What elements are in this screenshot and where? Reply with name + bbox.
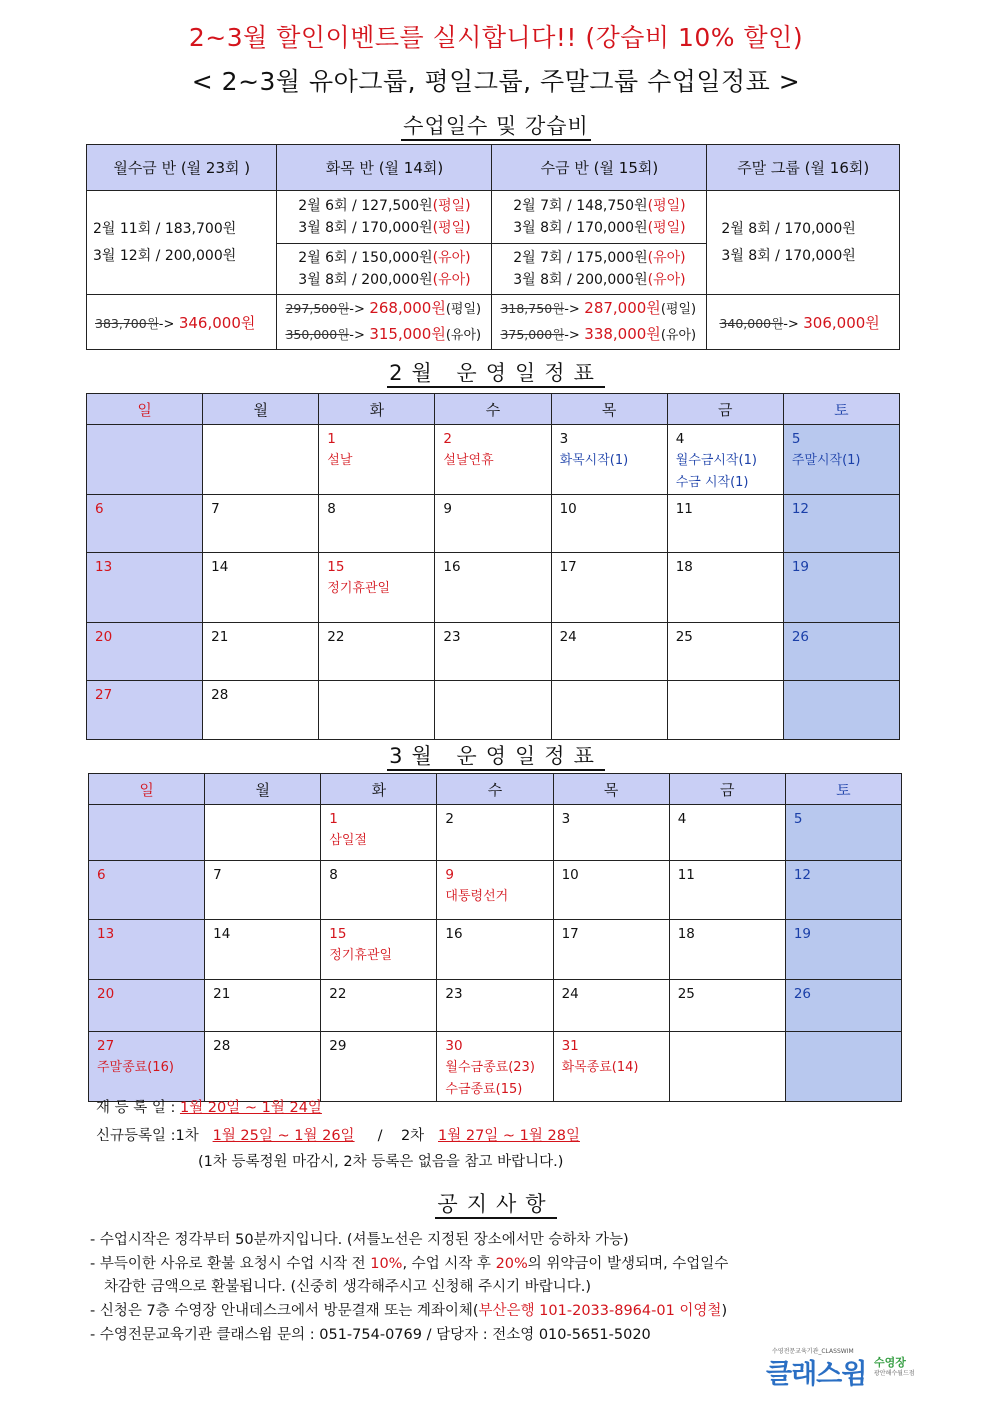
calendar-week <box>89 980 902 1032</box>
day-number: 16 <box>445 926 463 942</box>
day-number: 2 <box>443 431 453 447</box>
day-note: 화목시작(1) <box>559 453 629 468</box>
day-note: 수금 시작(1) <box>675 475 749 490</box>
day-number: 1 <box>329 811 338 827</box>
col-mwf: 월수금 반 (월 23회 ) <box>87 145 277 191</box>
day-number: 30 <box>445 1038 463 1054</box>
calendar-day <box>435 495 551 553</box>
day-note: 월수금시작(1) <box>675 453 757 468</box>
day-note: 정기휴관일 <box>327 581 391 596</box>
calendar-day <box>783 623 899 681</box>
day-number: 10 <box>561 867 579 883</box>
calendar-day <box>437 1032 553 1102</box>
calendar-week <box>87 553 900 623</box>
calendar-day <box>319 425 435 495</box>
weekday-header: 월 <box>205 774 321 805</box>
weekend-discount: 340,000원-> 306,000원 <box>707 295 900 350</box>
mar-heading: 3월 운영일정표 <box>0 740 992 770</box>
day-number: 26 <box>791 629 810 645</box>
day-number: 25 <box>677 986 695 1002</box>
calendar-day <box>669 805 785 861</box>
calendar-day <box>785 805 901 861</box>
new-registration: 신규등록일 :1차 1월 25일 ~ 1월 26일 / 2차 1월 27일 ~ 1월 28일 <box>96 1128 580 1144</box>
day-number: 10 <box>559 501 577 517</box>
day-number: 11 <box>677 867 695 883</box>
calendar-day <box>783 681 899 740</box>
calendar-week <box>89 805 902 861</box>
calendar-day <box>553 861 669 920</box>
calendar-day <box>667 623 783 681</box>
calendar-day <box>437 861 553 920</box>
day-number: 11 <box>675 501 693 517</box>
col-wf: 수금 반 (월 15회) <box>492 145 707 191</box>
calendar-week <box>87 623 900 681</box>
day-number: 2 <box>445 811 455 827</box>
day-number: 27 <box>95 687 113 703</box>
classwim-logo: 수영전문교육기관_CLASSWIM 클래스윔 수영장 광안해수월드점 <box>766 1348 915 1390</box>
calendar-day <box>785 1032 901 1102</box>
fee-heading: 수업일수 및 강습비 <box>0 110 992 140</box>
calendar-day <box>205 980 321 1032</box>
day-number: 12 <box>793 867 812 883</box>
calendar-day <box>321 980 437 1032</box>
day-number: 28 <box>213 1038 231 1054</box>
calendar-day <box>321 920 437 980</box>
day-number: 9 <box>445 867 455 883</box>
calendar-day <box>89 861 205 920</box>
mar-calendar <box>88 773 902 1102</box>
weekday-header: 목 <box>551 394 667 425</box>
notice-line-5: - 수영전문교육기관 클래스윔 문의 : 051-754-0769 / 담당자 : 전소영 010-5651-5020 <box>90 1327 651 1343</box>
fee-table <box>86 144 900 350</box>
calendar-week <box>87 681 900 740</box>
day-number: 25 <box>675 629 693 645</box>
calendar-day <box>435 623 551 681</box>
day-number: 1 <box>327 431 336 447</box>
day-number: 29 <box>329 1038 347 1054</box>
day-number: 28 <box>211 687 229 703</box>
day-note: 설날연휴 <box>443 453 494 468</box>
calendar-day <box>205 805 321 861</box>
calendar-day <box>203 425 319 495</box>
calendar-day <box>553 1032 669 1102</box>
day-number: 18 <box>677 926 695 942</box>
day-note: 화목종료(14) <box>561 1060 639 1075</box>
calendar-week <box>89 920 902 980</box>
day-number: 4 <box>677 811 687 827</box>
calendar-day <box>205 861 321 920</box>
wf-weekday-fees: 2월 7회 / 148,750원(평일) 3월 8회 / 170,000원(평일) <box>492 191 707 244</box>
calendar-day <box>87 681 203 740</box>
day-number: 3 <box>561 811 571 827</box>
day-number: 3 <box>559 431 569 447</box>
day-number: 21 <box>211 629 229 645</box>
tt-kids-fees: 2월 6회 / 150,000원(유아) 3월 8회 / 200,000원(유아) <box>277 244 492 295</box>
day-number: 18 <box>675 559 693 575</box>
col-weekend: 주말 그룹 (월 16회) <box>707 145 900 191</box>
calendar-day <box>89 920 205 980</box>
calendar-day <box>87 553 203 623</box>
weekday-header: 수 <box>437 774 553 805</box>
day-number: 24 <box>559 629 577 645</box>
calendar-day <box>551 623 667 681</box>
calendar-day <box>203 495 319 553</box>
calendar-day <box>667 553 783 623</box>
notice-line-4: - 신청은 7층 수영장 안내데스크에서 방문결재 또는 계좌이체(부산은행 101-2033-8964-01 이영철) <box>90 1303 728 1319</box>
day-note: 삼일절 <box>329 833 367 848</box>
calendar-day <box>321 805 437 861</box>
calendar-day <box>785 980 901 1032</box>
feb-calendar <box>86 393 900 740</box>
schedule-title: < 2~3월 유아그룹, 평일그룹, 주말그룹 수업일정표 > <box>191 67 801 96</box>
calendar-week <box>87 425 900 495</box>
day-number: 5 <box>791 431 801 447</box>
weekday-header: 월 <box>203 394 319 425</box>
day-number: 19 <box>793 926 812 942</box>
day-number: 6 <box>95 501 104 517</box>
calendar-day <box>321 1032 437 1102</box>
day-number: 9 <box>443 501 453 517</box>
weekday-header: 금 <box>669 774 785 805</box>
day-number: 22 <box>327 629 345 645</box>
day-note: 월수금종료(23) <box>445 1060 535 1075</box>
day-number: 6 <box>97 867 106 883</box>
day-number: 14 <box>211 559 229 575</box>
col-tt: 화목 반 (월 14회) <box>277 145 492 191</box>
calendar-day <box>551 425 667 495</box>
calendar-day <box>203 681 319 740</box>
notice-heading: 공지사항 <box>0 1188 992 1218</box>
day-note: 설날 <box>327 453 353 468</box>
day-note: 수금종료(15) <box>445 1082 523 1097</box>
calendar-day <box>89 1032 205 1102</box>
weekday-header: 수 <box>435 394 551 425</box>
feb-heading: 2월 운영일정표 <box>0 357 992 387</box>
day-number: 14 <box>213 926 231 942</box>
calendar-day <box>87 623 203 681</box>
day-note: 정기휴관일 <box>329 948 393 963</box>
day-number: 26 <box>793 986 812 1002</box>
day-number: 23 <box>443 629 461 645</box>
calendar-week <box>89 1032 902 1102</box>
day-number: 4 <box>675 431 685 447</box>
day-note: 주말종료(16) <box>97 1060 174 1075</box>
calendar-week <box>87 495 900 553</box>
event-title: 2~3월 할인이벤트를 실시합니다!! (강습비 10% 할인) <box>188 23 804 52</box>
calendar-day <box>783 425 899 495</box>
mwf-discount: 383,700원-> 346,000원 <box>87 295 277 350</box>
calendar-day <box>319 495 435 553</box>
day-number: 21 <box>213 986 231 1002</box>
calendar-day <box>205 1032 321 1102</box>
calendar-day <box>783 495 899 553</box>
weekday-header: 화 <box>319 394 435 425</box>
calendar-day <box>319 553 435 623</box>
calendar-day <box>669 861 785 920</box>
day-number: 13 <box>97 926 115 942</box>
calendar-day <box>553 805 669 861</box>
notice-line-2: - 부득이한 사유로 환불 요청시 수업 시작 전 10%, 수업 시작 후 20%의 위약금이 발생되며, 수업일수 <box>90 1256 729 1272</box>
calendar-day <box>321 861 437 920</box>
weekday-header: 금 <box>667 394 783 425</box>
calendar-day <box>89 805 205 861</box>
day-number: 8 <box>327 501 336 517</box>
day-number: 12 <box>791 501 810 517</box>
day-number: 20 <box>95 629 113 645</box>
day-number: 20 <box>97 986 115 1002</box>
registration-note: (1차 등록정원 마감시, 2차 등록은 없음을 참고 바랍니다.) <box>198 1154 564 1170</box>
day-note: 대통령선거 <box>445 889 509 904</box>
wf-kids-fees: 2월 7회 / 175,000원(유아) 3월 8회 / 200,000원(유아) <box>492 244 707 295</box>
calendar-day <box>551 681 667 740</box>
calendar-day <box>319 681 435 740</box>
calendar-day <box>435 553 551 623</box>
calendar-day <box>437 980 553 1032</box>
calendar-day <box>553 920 669 980</box>
day-number: 31 <box>561 1038 579 1054</box>
mwf-fees: 2월 11회 / 183,700원 3월 12회 / 200,000원 <box>87 191 277 295</box>
day-number: 17 <box>559 559 577 575</box>
tt-weekday-fees: 2월 6회 / 127,500원(평일) 3월 8회 / 170,000원(평일) <box>277 191 492 244</box>
day-number: 13 <box>95 559 113 575</box>
calendar-day <box>437 805 553 861</box>
weekday-header: 토 <box>785 774 901 805</box>
calendar-day <box>667 681 783 740</box>
day-number: 24 <box>561 986 579 1002</box>
day-note: 주말시작(1) <box>791 453 861 468</box>
calendar-day <box>87 495 203 553</box>
calendar-day <box>785 861 901 920</box>
day-number: 7 <box>211 501 220 517</box>
day-number: 15 <box>329 926 347 942</box>
calendar-day <box>669 980 785 1032</box>
tt-discount: 297,500원-> 268,000원(평일) 350,000원-> 315,000원(유아) <box>277 295 492 350</box>
calendar-day <box>783 553 899 623</box>
calendar-day <box>203 553 319 623</box>
weekday-header: 토 <box>783 394 899 425</box>
calendar-day <box>551 495 667 553</box>
notice-line-1: - 수업시작은 정각부터 50분까지입니다. (셔틀노선은 지정된 장소에서만 승하차 가능) <box>90 1232 629 1248</box>
calendar-day <box>87 425 203 495</box>
calendar-day <box>435 681 551 740</box>
re-registration: 재 등 록 일 : 1월 20일 ~ 1월 24일 <box>96 1100 322 1116</box>
day-number: 5 <box>793 811 803 827</box>
calendar-day <box>553 980 669 1032</box>
day-number: 17 <box>561 926 579 942</box>
calendar-day <box>551 553 667 623</box>
calendar-day <box>205 920 321 980</box>
weekday-header: 화 <box>321 774 437 805</box>
wf-discount: 318,750원-> 287,000원(평일) 375,000원-> 338,000원(유아) <box>492 295 707 350</box>
weekday-header: 일 <box>89 774 205 805</box>
day-number: 22 <box>329 986 347 1002</box>
day-number: 15 <box>327 559 345 575</box>
calendar-week <box>89 861 902 920</box>
day-number: 23 <box>445 986 463 1002</box>
day-number: 8 <box>329 867 338 883</box>
weekend-fees: 2월 8회 / 170,000원 3월 8회 / 170,000원 <box>707 191 900 295</box>
calendar-day <box>435 425 551 495</box>
weekday-header: 일 <box>87 394 203 425</box>
calendar-day <box>785 920 901 980</box>
day-number: 27 <box>97 1038 115 1054</box>
notice-line-3: 차감한 금액으로 환불됩니다. (신중히 생각해주시고 신청해 주시기 바랍니다.) <box>104 1279 592 1295</box>
calendar-day <box>89 980 205 1032</box>
calendar-day <box>203 623 319 681</box>
calendar-day <box>437 920 553 980</box>
day-number: 7 <box>213 867 222 883</box>
calendar-day <box>319 623 435 681</box>
calendar-day <box>667 425 783 495</box>
day-number: 16 <box>443 559 461 575</box>
calendar-day <box>667 495 783 553</box>
calendar-day <box>669 920 785 980</box>
day-number: 19 <box>791 559 810 575</box>
calendar-day <box>669 1032 785 1102</box>
weekday-header: 목 <box>553 774 669 805</box>
